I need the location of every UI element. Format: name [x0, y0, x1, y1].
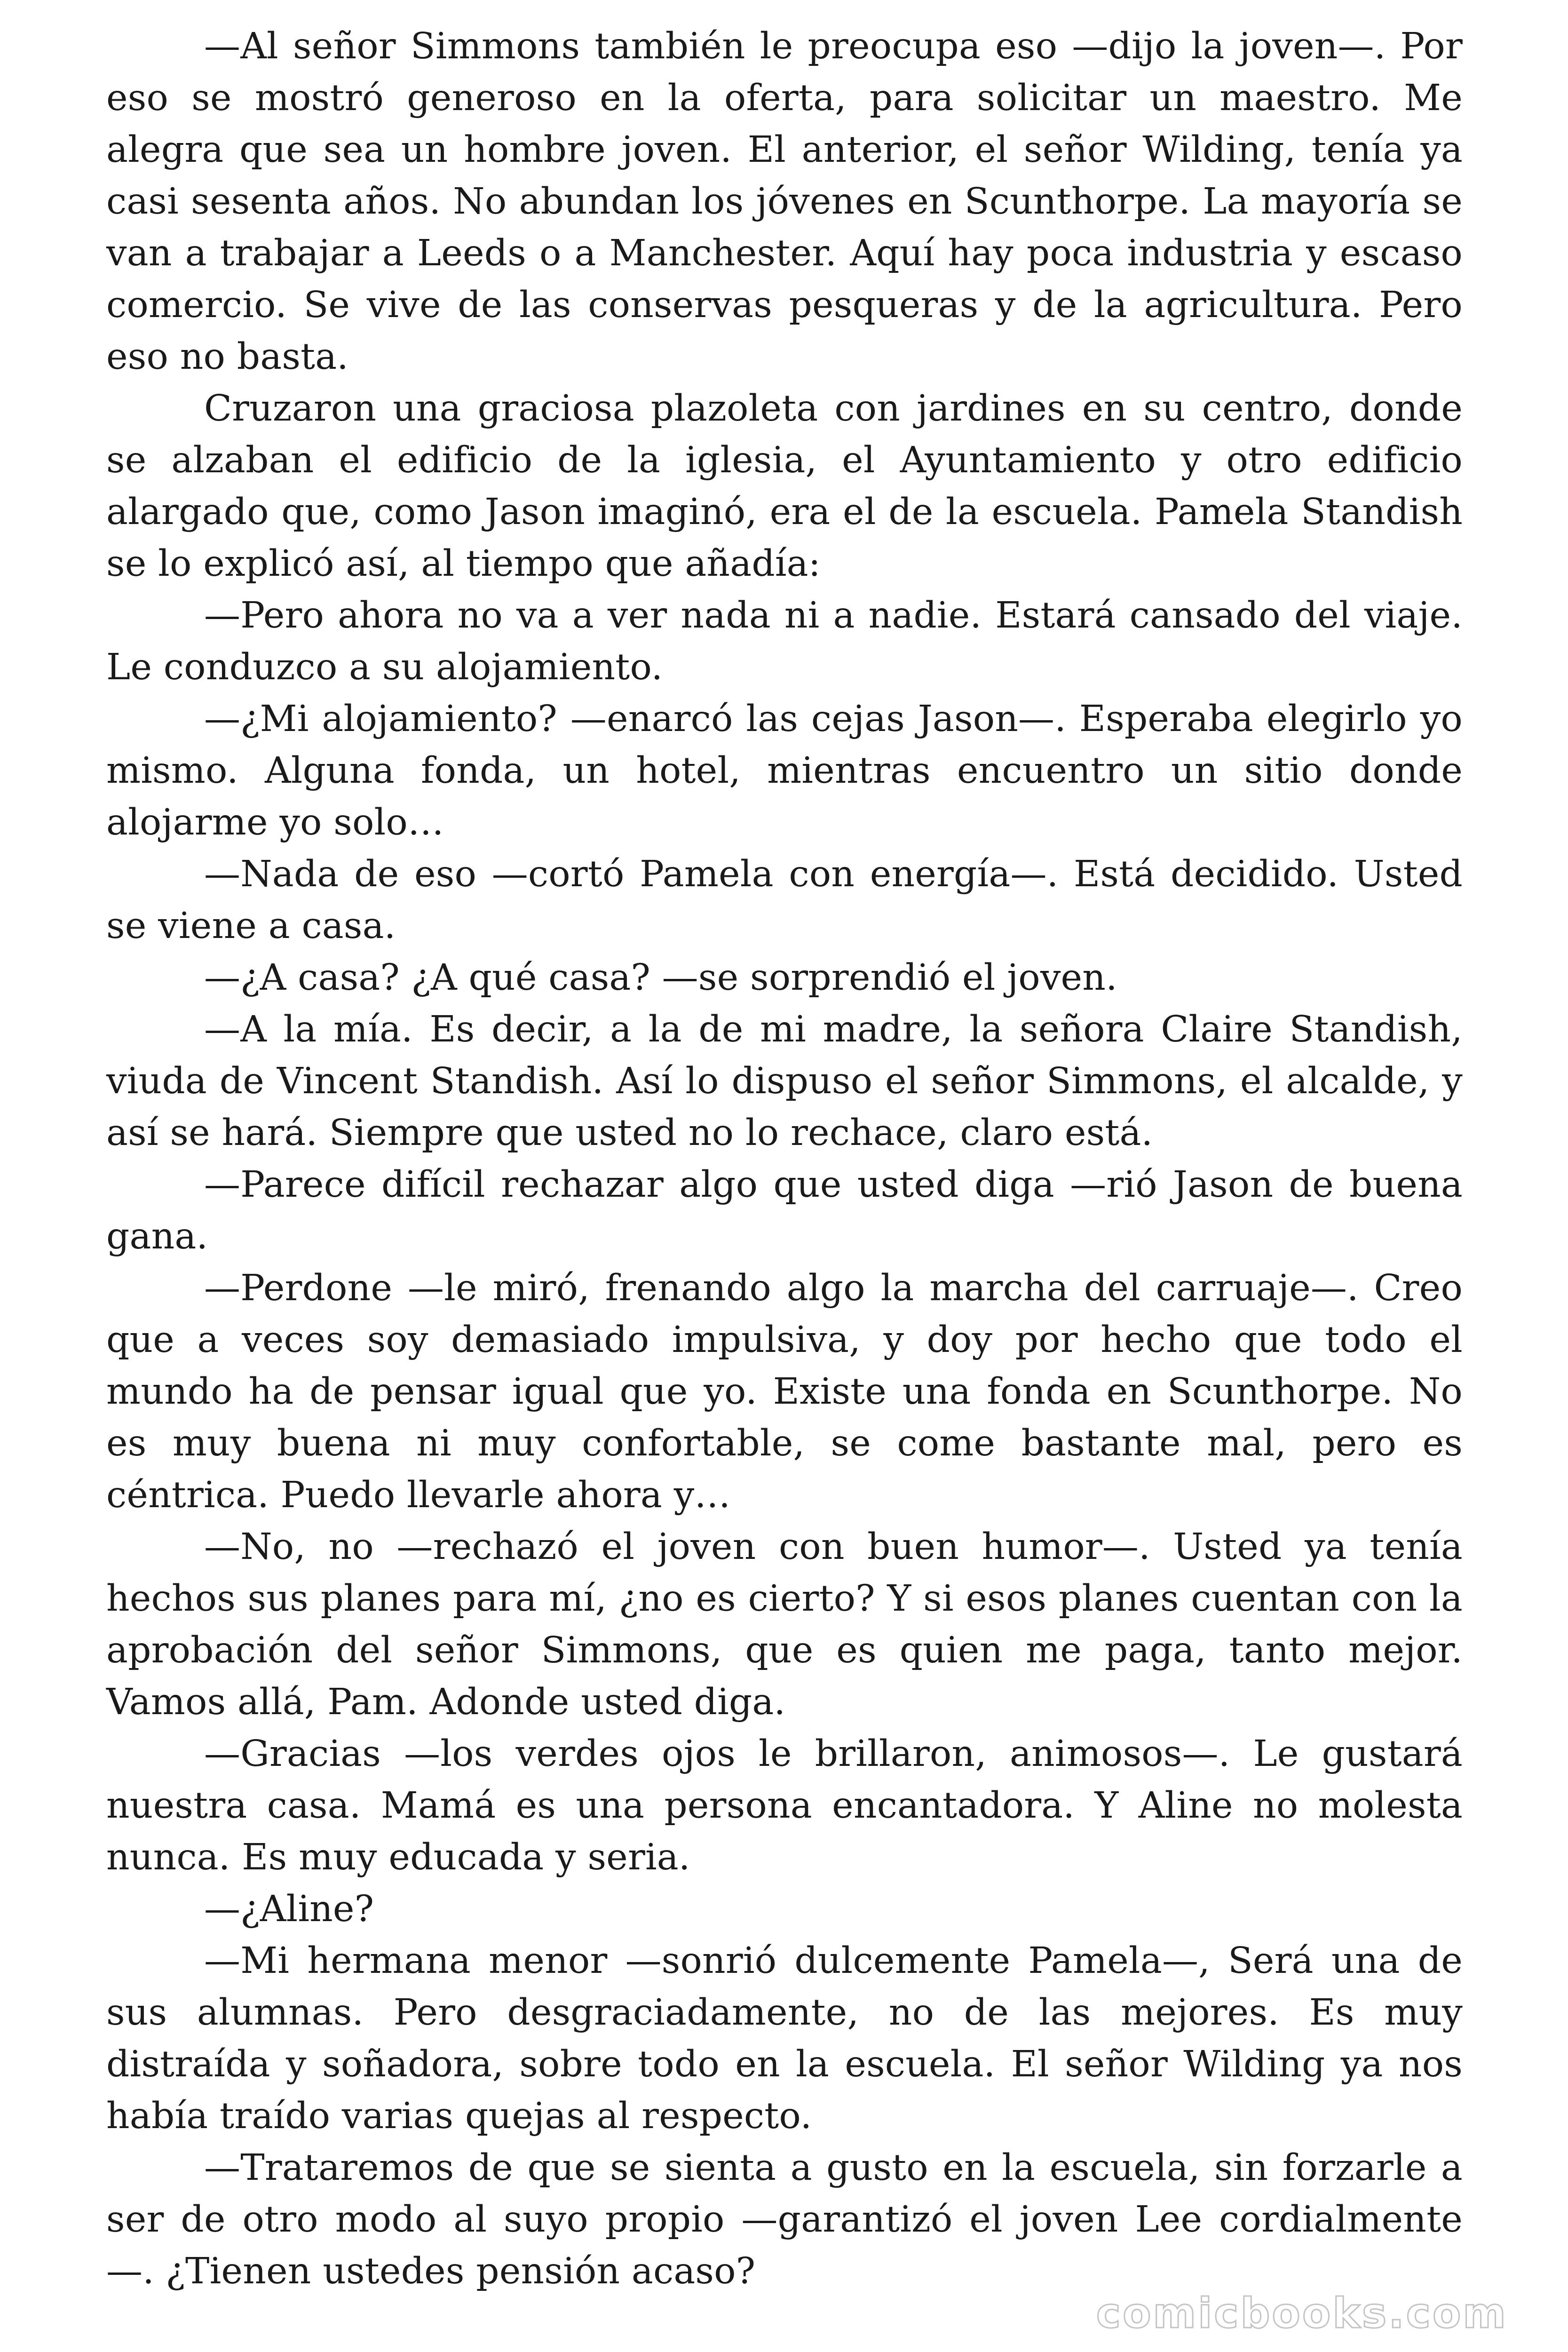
paragraph: —Pero ahora no va a ver nada ni a nadie. Estará cansado del viaje. Le conduzco a su alojamiento. [106, 595, 1463, 688]
paragraph: —Mi hermana menor —sonrió dulcemente Pamela—, Será una de sus alumnas. Pero desgraciadamente, no de las mejores. Es muy distraída y soñadora, sobre todo en la escuela. El señor Wilding ya nos había traído varias quejas al respecto. [106, 1940, 1463, 2137]
site-watermark: comicbooks.com [1096, 2289, 1508, 2337]
paragraph: —Trataremos de que se sienta a gusto en la escuela, sin forzarle a ser de otro modo al suyo propio —garantizó el joven Lee cordialmente —. ¿Tienen ustedes pensión acaso? [106, 2147, 1463, 2292]
paragraph: —¿Mi alojamiento? —enarcó las cejas Jason—. Esperaba elegirlo yo mismo. Alguna fonda, un hotel, mientras encuentro un sitio donde alojarme yo solo… [106, 698, 1463, 843]
paragraph: —Parece difícil rechazar algo que usted diga —rió Jason de buena gana. [106, 1164, 1463, 1257]
paragraph: —Perdone —le miró, frenando algo la marcha del carruaje—. Creo que a veces soy demasiado impulsiva, y doy por hecho que todo el mundo ha de pensar igual que yo. Existe una fonda en Scunthorpe. No es muy buena ni muy confortable, se come bastante mal, pero es céntrica. Puedo llevarle ahora y… [106, 1267, 1463, 1516]
book-page-text [106, 21, 1463, 2297]
paragraph: —Gracias —los verdes ojos le brillaron, animosos—. Le gustará nuestra casa. Mamá es una persona encantadora. Y Aline no molesta nunca. Es muy educada y seria. [106, 1733, 1463, 1878]
paragraph: —A la mía. Es decir, a la de mi madre, la señora Claire Standish, viuda de Vincent Standish. Así lo dispuso el señor Simmons, el alcalde, y así se hará. Siempre que usted no lo rechace, claro está. [106, 1009, 1463, 1154]
paragraph: —No, no —rechazó el joven con buen humor—. Usted ya tenía hechos sus planes para mí, ¿no es cierto? Y si esos planes cuentan con la aprobación del señor Simmons, que es quien me paga, tanto mejor. Vamos allá, Pam. Adonde usted diga. [106, 1526, 1463, 1723]
paragraph: —¿A casa? ¿A qué casa? —se sorprendió el joven. [204, 957, 1117, 999]
paragraph: —Al señor Simmons también le preocupa eso —dijo la joven—. Por eso se mostró generoso en la oferta, para solicitar un maestro. Me alegra que sea un hombre joven. El anterior, el señor Wilding, tenía ya casi sesenta años. No abundan los jóvenes en Scunthorpe. La mayoría se van a trabajar a Leeds o a Manchester. Aquí hay poca industria y escaso comercio. Se vive de las conservas pesqueras y de la agricultura. Pero eso no basta. [106, 25, 1463, 378]
paragraph: Cruzaron una graciosa plazoleta con jardines en su centro, donde se alzaban el edificio de la iglesia, el Ayuntamiento y otro edificio alargado que, como Jason imaginó, era el de la escuela. Pamela Standish se lo explicó así, al tiempo que añadía: [106, 388, 1463, 585]
paragraph: —Nada de eso —cortó Pamela con energía—. Está decidido. Usted se viene a casa. [106, 853, 1463, 947]
paragraph: —¿Aline? [204, 1888, 374, 1930]
